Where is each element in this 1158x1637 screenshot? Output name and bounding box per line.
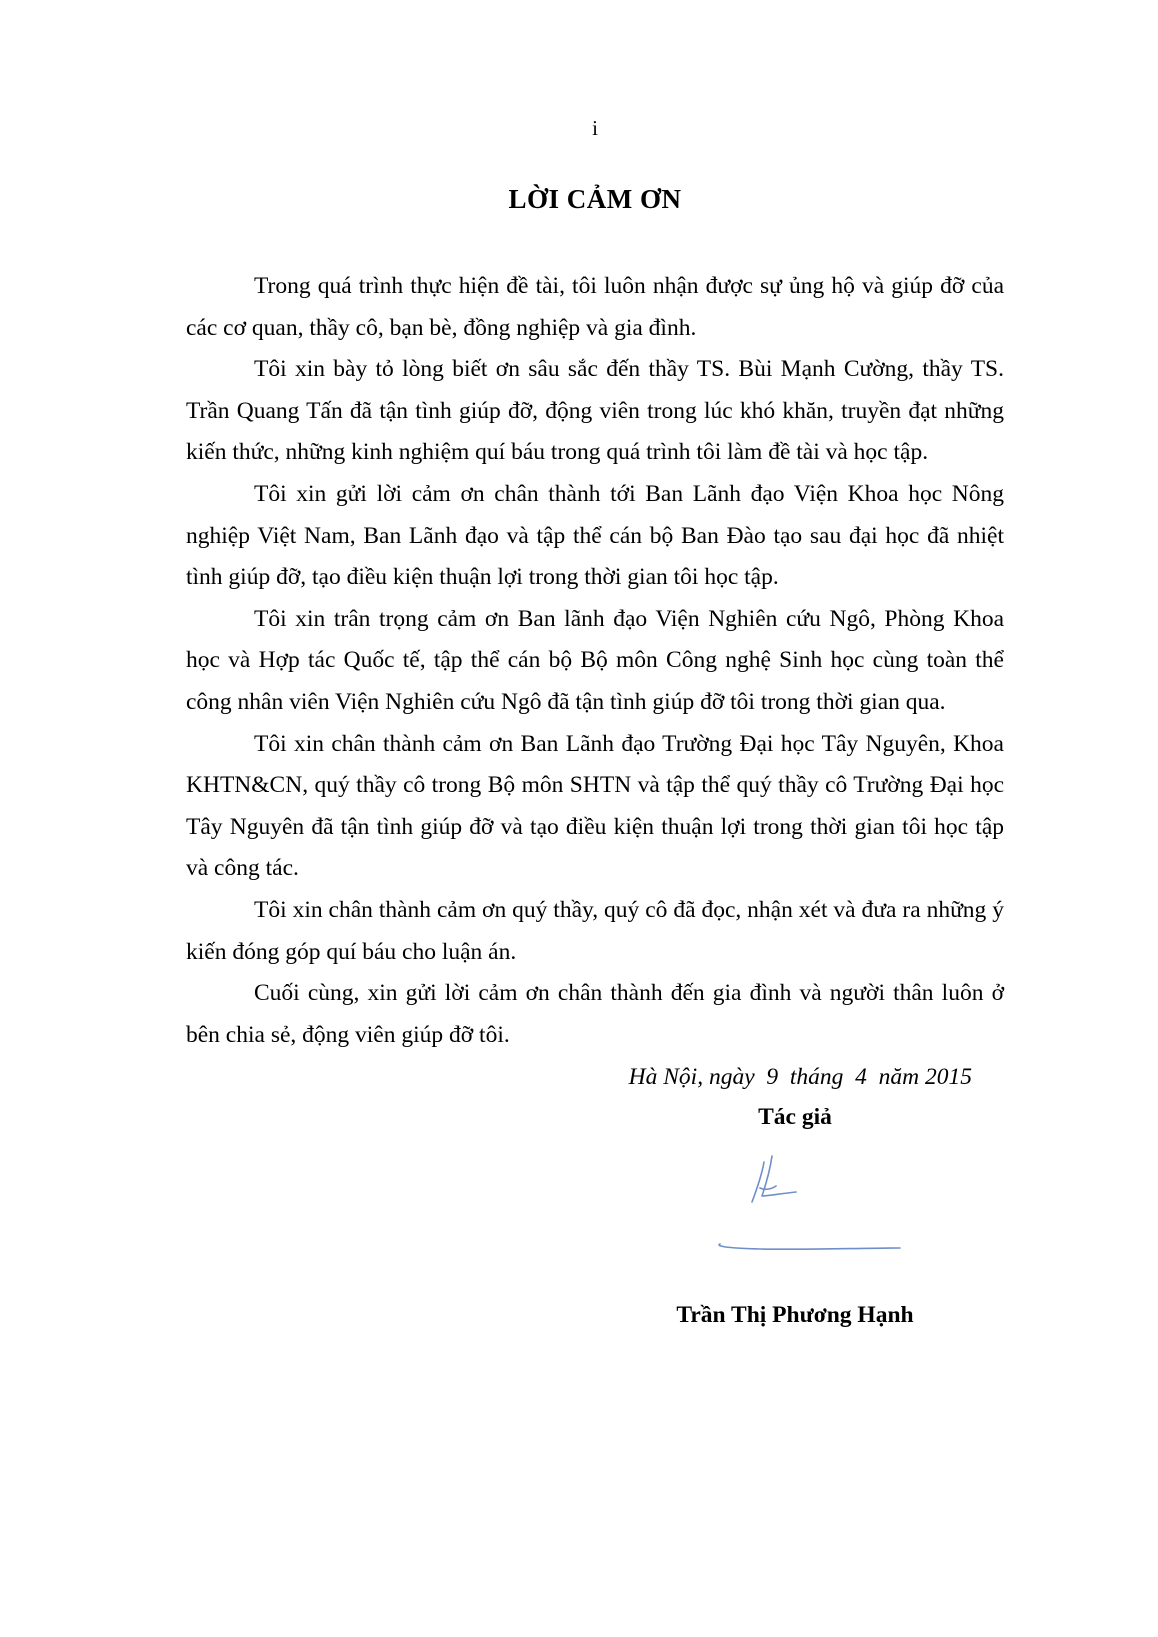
paragraph: Tôi xin chân thành cảm ơn Ban Lãnh đạo Trường Đại học Tây Nguyên, Khoa KHTN&CN, quý thầy cô trong Bộ môn SHTN và tập thể quý thầy cô Trường Đại học Tây Nguyên đã tận tình giúp đỡ và tạo điều kiện thuận lợi trong thời gian tôi học tập và công tác. — [186, 730, 1004, 882]
date-line: Hà Nội, ngày 9 tháng 4 năm 2015 — [628, 1064, 972, 1090]
paragraph: Cuối cùng, xin gửi lời cảm ơn chân thành đến gia đình và người thân luôn ở bên chia sẻ, động viên giúp đỡ tôi. — [186, 980, 1004, 1048]
paragraph: Tôi xin trân trọng cảm ơn Ban lãnh đạo Viện Nghiên cứu Ngô, Phòng Khoa học và Hợp tác Quốc tế, tập thể cán bộ Bộ môn Công nghệ Sinh học cùng toàn thể công nhân viên Viện Nghiên cứu Ngô đã tận tình giúp đỡ tôi trong thời gian qua. — [186, 605, 1004, 715]
page-number: i — [592, 116, 598, 140]
signature-image — [700, 1150, 920, 1260]
paragraph: Trong quá trình thực hiện đề tài, tôi luôn nhận được sự ủng hộ và giúp đỡ của các cơ quan, thầy cô, bạn bè, đồng nghiệp và gia đình. — [186, 273, 1004, 341]
paragraph: Tôi xin chân thành cảm ơn quý thầy, quý cô đã đọc, nhận xét và đưa ra những ý kiến đóng góp quí báu cho luận án. — [186, 896, 1004, 965]
author-label: Tác giả — [758, 1104, 832, 1130]
paragraph: Tôi xin gửi lời cảm ơn chân thành tới Ban Lãnh đạo Viện Khoa học Nông nghiệp Việt Nam, Ban Lãnh đạo và tập thể cán bộ Ban Đào tạo sau đại học đã nhiệt tình giúp đỡ, tạo điều kiện thuận lợi trong thời gian tôi học tập. — [186, 480, 1004, 591]
paragraph: Tôi xin bày tỏ lòng biết ơn sâu sắc đến thầy TS. Bùi Mạnh Cường, thầy TS. Trần Quang Tấn đã tận tình giúp đỡ, động viên trong lúc khó khăn, truyền đạt những kiến thức, những kinh nghiệm quí báu trong quá trình tôi làm đề tài và học tập. — [186, 356, 1004, 466]
author-name: Trần Thị Phương Hạnh — [676, 1302, 914, 1328]
page-title: LỜI CẢM ƠN — [508, 184, 682, 214]
acknowledgement-body — [186, 266, 1004, 1056]
